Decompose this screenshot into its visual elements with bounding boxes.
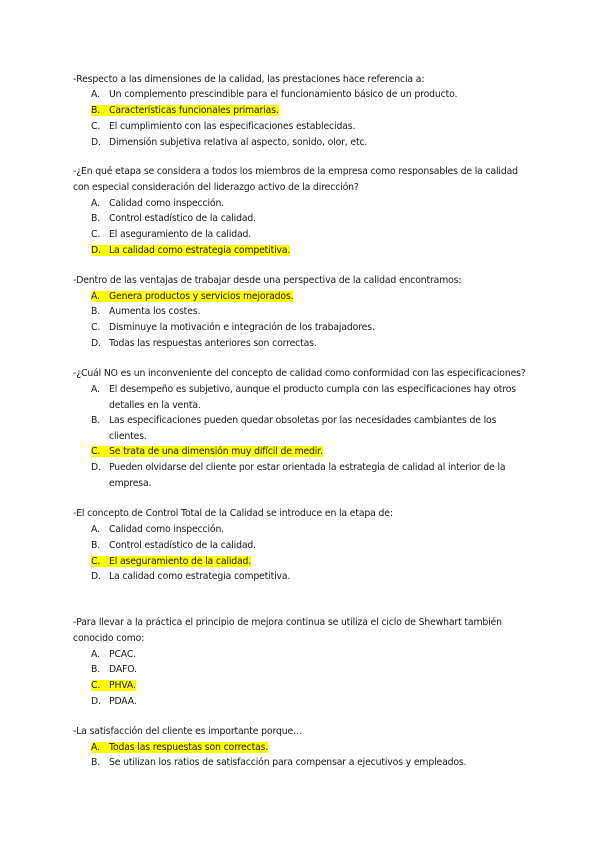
option-letter: A. (91, 649, 100, 660)
option-text: Aumenta los costes. (109, 306, 201, 317)
option-text: Todas las respuestas anteriores son correctas. (109, 338, 317, 349)
question-6-option-b (91, 663, 137, 677)
option-letter: A. (91, 742, 100, 753)
option-letter: B. (91, 664, 101, 675)
question-5-option-b (91, 539, 256, 553)
question-2-option-d (91, 244, 290, 258)
option-letter: C. (91, 121, 101, 132)
question-3-option-b (91, 305, 200, 319)
option-text: El cumplimiento con las especificaciones establecidas. (109, 121, 356, 132)
option-letter: C. (91, 556, 101, 567)
question-3-option-a (91, 290, 293, 304)
question-1-option-a (91, 88, 457, 102)
option-letter: D. (91, 462, 101, 473)
option-text-highlighted: Se trata de una dimensión muy difícil de medir. (109, 446, 323, 457)
option-text: Las especificaciones pueden quedar obsoletas por las necesidades cambiantes de los (109, 415, 497, 426)
question-4-option-a (91, 383, 516, 397)
option-letter: B. (91, 415, 101, 426)
option-letter: D. (91, 696, 101, 707)
question-5-option-a (91, 523, 224, 537)
question-4-option-d-continuation: empresa. (109, 478, 152, 489)
question-5-text: -El concepto de Control Total de la Calidad se introduce en la etapa de: (73, 508, 393, 519)
option-text-highlighted: La calidad como estrategia competitiva. (109, 245, 291, 256)
option-text-highlighted: Características funcionales primarias. (109, 105, 279, 116)
option-text: Disminuye la motivación e integración de los trabajadores. (109, 322, 375, 333)
question-1-option-d (91, 136, 367, 150)
option-letter: B. (91, 540, 101, 551)
option-text: El desempeño es subjetivo, aunque el producto cumpla con las especificaciones hay otros (109, 384, 516, 395)
option-letter: B. (91, 105, 101, 116)
option-letter: B. (91, 213, 101, 224)
question-4-option-b (91, 414, 496, 428)
option-letter: B. (91, 306, 101, 317)
option-text: DAFO. (109, 664, 137, 675)
option-letter: A. (91, 89, 100, 100)
option-text: Calidad como inspección. (109, 524, 224, 535)
question-5-option-c (91, 555, 251, 569)
question-3-text: -Dentro de las ventajas de trabajar desde una perspectiva de la calidad encontramos: (73, 275, 462, 286)
option-text: Pueden olvidarse del cliente por estar orientada la estrategia de calidad al interior de la (109, 462, 506, 473)
option-text: Se utilizan los ratios de satisfacción para compensar a ejecutivos y empleados. (109, 757, 467, 768)
question-6-text-line-1: -Para llevar a la práctica el principio de mejora continua se utiliza el ciclo de Shewhart también (73, 617, 502, 628)
option-letter: C. (91, 446, 101, 457)
question-2-option-a (91, 197, 224, 211)
question-6-option-d (91, 695, 137, 709)
option-letter: A. (91, 291, 100, 302)
option-letter: D. (91, 571, 101, 582)
question-1-text: -Respecto a las dimensiones de la calidad, las prestaciones hace referencia a: (73, 74, 425, 85)
question-4-option-c (91, 445, 323, 459)
question-2-option-b (91, 212, 256, 226)
question-2-text-line-2: con especial consideración del liderazgo activo de la dirección? (73, 182, 359, 193)
option-letter: D. (91, 245, 101, 256)
option-letter: A. (91, 384, 100, 395)
option-text: PDAA. (109, 696, 137, 707)
option-letter: A. (91, 198, 100, 209)
question-7-option-b (91, 756, 466, 770)
question-1-option-c (91, 120, 355, 134)
option-text-highlighted: PHVA. (109, 680, 136, 691)
option-letter: A. (91, 524, 100, 535)
option-letter: D. (91, 137, 101, 148)
option-text: Control estadístico de la calidad. (109, 213, 256, 224)
option-letter: D. (91, 338, 101, 349)
question-6-text-line-2: conocido como: (73, 633, 145, 644)
question-3-option-c (91, 321, 375, 335)
question-1-option-b (91, 104, 279, 118)
option-text-highlighted: Genera productos y servicios mejorados. (109, 291, 294, 302)
question-4-option-b-continuation: clientes. (109, 431, 147, 442)
option-text: La calidad como estrategia competitiva. (109, 571, 291, 582)
question-4-option-a-continuation: detalles en la venta. (109, 400, 201, 411)
question-4-text: -¿Cuál NO es un inconveniente del concepto de calidad como conformidad con las especificaciones? (73, 368, 526, 379)
question-2-text-line-1: -¿En qué etapa se considera a todos los miembros de la empresa como responsables de la calidad (73, 166, 518, 177)
question-7-text: -La satisfacción del cliente es importante porque… (73, 726, 303, 737)
option-text-highlighted: El aseguramiento de la calidad. (109, 556, 252, 567)
option-text: Un complemento prescindible para el funcionamiento básico de un producto. (109, 89, 458, 100)
option-text-highlighted: Todas las respuestas son correctas. (109, 742, 269, 753)
question-3-option-d (91, 337, 317, 351)
option-letter: C. (91, 322, 101, 333)
option-text: Control estadístico de la calidad. (109, 540, 256, 551)
question-7-option-a (91, 741, 268, 755)
option-text: Calidad como inspección. (109, 198, 224, 209)
option-text: El aseguramiento de la calidad. (109, 229, 252, 240)
question-5-option-d (91, 570, 290, 584)
question-4-option-d (91, 461, 505, 475)
question-2-option-c (91, 228, 251, 242)
question-6-option-c (91, 679, 136, 693)
option-letter: C. (91, 229, 101, 240)
option-text: Dimensión subjetiva relativa al aspecto, sonido, olor, etc. (109, 137, 368, 148)
question-6-option-a (91, 648, 136, 662)
option-letter: B. (91, 757, 101, 768)
option-text: PCAC. (109, 649, 136, 660)
option-letter: C. (91, 680, 101, 691)
